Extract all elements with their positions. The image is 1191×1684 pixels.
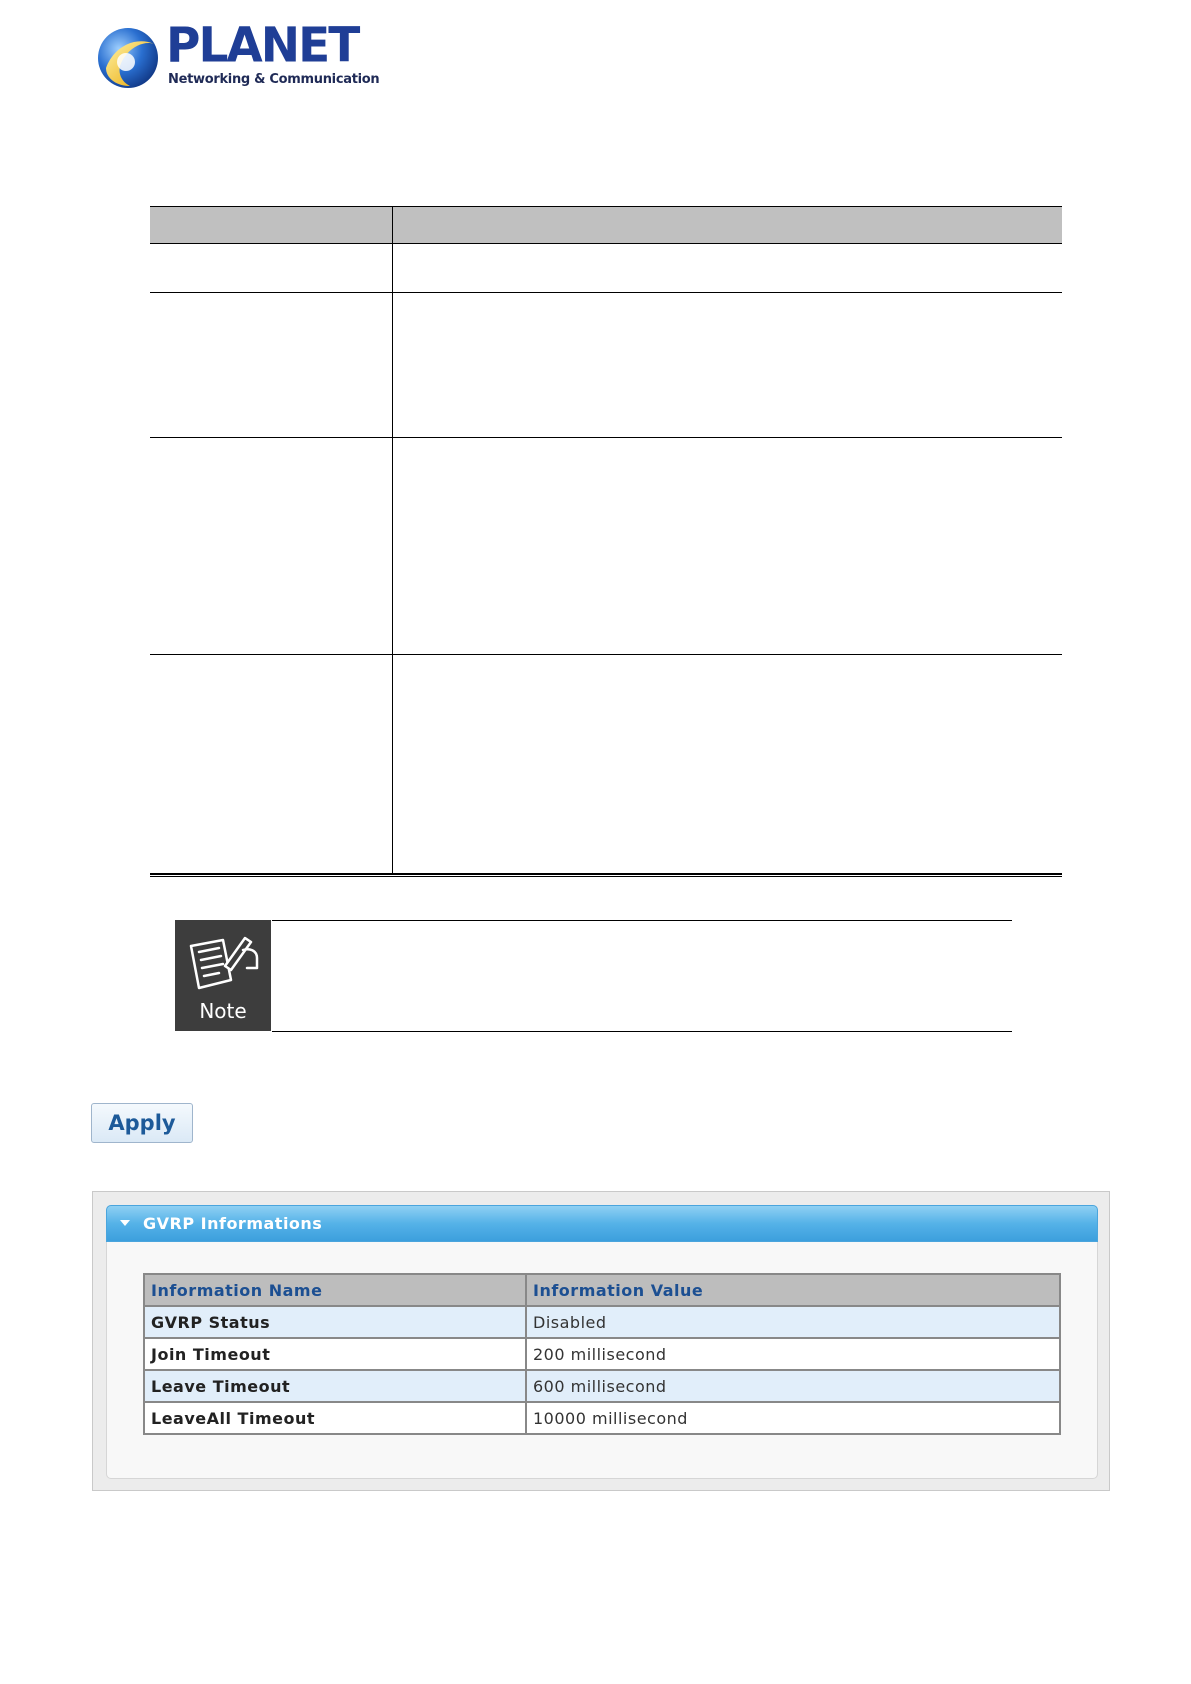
- table-row: [144, 1402, 1060, 1434]
- table-row: [144, 1338, 1060, 1370]
- globe-logo-icon: [96, 26, 160, 90]
- column-header-name: Information Name: [144, 1274, 526, 1306]
- note-top-rule: [272, 920, 1012, 921]
- table-bottom-rule: [150, 873, 1062, 877]
- note-label: Note: [199, 999, 247, 1023]
- table-row: [150, 244, 1062, 293]
- table-header-row: [144, 1274, 1060, 1306]
- apply-button[interactable]: Apply: [91, 1103, 193, 1143]
- info-name: GVRP Status: [144, 1306, 526, 1338]
- table-row: [150, 655, 1062, 873]
- column-header-value: Information Value: [526, 1274, 1060, 1306]
- caret-down-icon[interactable]: [120, 1220, 130, 1226]
- planet-logo: [96, 17, 380, 94]
- gvrp-info-table: [143, 1273, 1061, 1435]
- column-divider: [392, 206, 393, 873]
- info-value: 600 millisecond: [526, 1370, 1060, 1402]
- note-bottom-rule: [272, 1031, 1012, 1032]
- info-name: LeaveAll Timeout: [144, 1402, 526, 1434]
- info-value: Disabled: [526, 1306, 1060, 1338]
- parameter-table-header: [150, 206, 1062, 244]
- brand-tagline: Networking & Communication: [168, 72, 380, 87]
- info-value: 200 millisecond: [526, 1338, 1060, 1370]
- brand-name: PLANET: [166, 17, 359, 74]
- info-name: Leave Timeout: [144, 1370, 526, 1402]
- gvrp-panel-header[interactable]: [106, 1205, 1098, 1242]
- table-row: [144, 1370, 1060, 1402]
- note-pencil-icon: [185, 932, 261, 994]
- info-name: Join Timeout: [144, 1338, 526, 1370]
- info-value: 10000 millisecond: [526, 1402, 1060, 1434]
- table-row: [150, 293, 1062, 438]
- table-row: [150, 438, 1062, 655]
- note-box: [175, 920, 271, 1031]
- table-row: [144, 1306, 1060, 1338]
- panel-title: GVRP Informations: [143, 1214, 323, 1233]
